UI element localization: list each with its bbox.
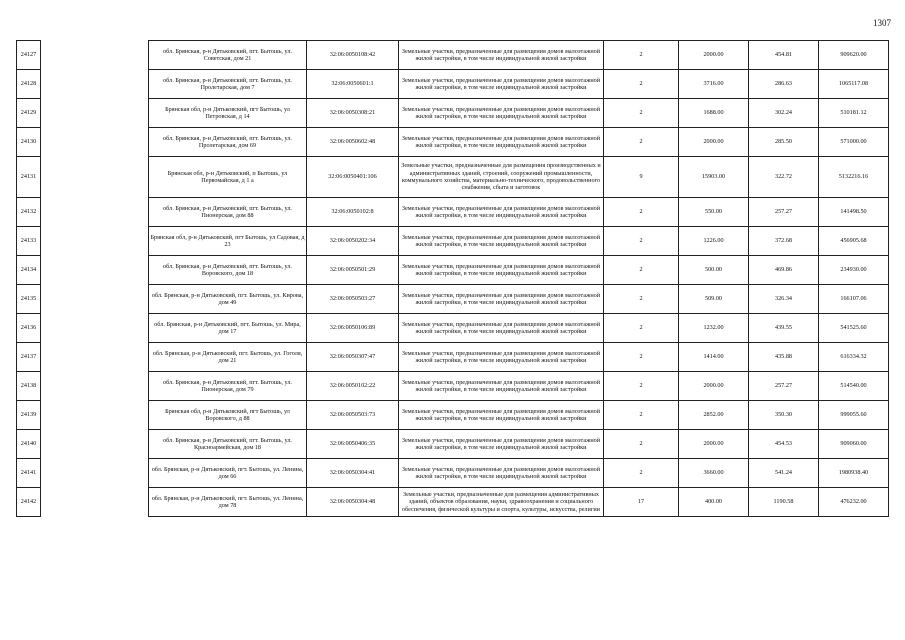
- table-row: [17, 70, 41, 99]
- address-cell: обл. Брянская, р-н Дятьковский, пгт. Бытошь, ул. Мира, дом 17: [149, 314, 307, 343]
- table-row: [17, 157, 41, 198]
- cadastral-number-cell: 32:06:0050308:21: [307, 99, 399, 128]
- table-row: [149, 227, 889, 256]
- land-use-cell: Земельные участки, предназначенные для размещения домов малоэтажной жилой застройки, в том числе индивидуальной жилой застройки: [399, 70, 604, 99]
- land-use-cell: Земельные участки, предназначенные для размещения домов малоэтажной жилой застройки, в том числе индивидуальной жилой застройки: [399, 459, 604, 488]
- address-cell: обл. Брянская, р-н Дятьковский, пгт. Бытошь, ул. Ленина, дом 78: [149, 488, 307, 517]
- rate-cell: 326.34: [749, 285, 819, 314]
- group-cell: 2: [604, 227, 679, 256]
- page-number: 1307: [873, 18, 891, 28]
- cadastral-number-cell: 32:06:0050501:29: [307, 256, 399, 285]
- table-row: [149, 372, 889, 401]
- area-cell: 500.00: [679, 256, 749, 285]
- cadastral-value-cell: 166107.06: [819, 285, 889, 314]
- rate-cell: 350.30: [749, 401, 819, 430]
- group-cell: 17: [604, 488, 679, 517]
- row-id-cell: 24140: [17, 430, 41, 459]
- group-cell: 2: [604, 256, 679, 285]
- cadastral-value-cell: 141498.50: [819, 198, 889, 227]
- table-row: [17, 401, 41, 430]
- table-row: [17, 372, 41, 401]
- row-id-cell: 24131: [17, 157, 41, 198]
- group-cell: 2: [604, 99, 679, 128]
- cadastral-value-cell: 510181.12: [819, 99, 889, 128]
- area-cell: 550.00: [679, 198, 749, 227]
- cadastral-number-cell: 32:06:0050106:89: [307, 314, 399, 343]
- table-row: [149, 70, 889, 99]
- cadastral-number-cell: 32:06:0050304:48: [307, 488, 399, 517]
- cadastral-value-cell: 456905.68: [819, 227, 889, 256]
- cadastral-value-cell: 999055.60: [819, 401, 889, 430]
- cadastral-number-cell: 32:06:0050108:42: [307, 41, 399, 70]
- table-row: [149, 488, 889, 517]
- row-id-cell: 24135: [17, 285, 41, 314]
- land-use-cell: Земельные участки, предназначенные для размещения домов малоэтажной жилой застройки, в том числе индивидуальной жилой застройки: [399, 372, 604, 401]
- rate-cell: 285.50: [749, 128, 819, 157]
- address-cell: обл. Брянская, р-н Дятьковский, пгт. Бытошь, ул. Ленина, дом 66: [149, 459, 307, 488]
- group-cell: 2: [604, 343, 679, 372]
- land-use-cell: Земельные участки, предназначенные для размещения домов малоэтажной жилой застройки, в том числе индивидуальной жилой застройки: [399, 128, 604, 157]
- land-use-cell: Земельные участки, предназначенные для размещения домов малоэтажной жилой застройки, в том числе индивидуальной жилой застройки: [399, 401, 604, 430]
- group-cell: 2: [604, 198, 679, 227]
- group-cell: 2: [604, 401, 679, 430]
- address-cell: обл. Брянская, р-н Дятьковский, пгт. Бытошь, ул. Кирова, дом 49: [149, 285, 307, 314]
- area-cell: 1414.00: [679, 343, 749, 372]
- cadastral-value-cell: 234930.00: [819, 256, 889, 285]
- table-row: [17, 285, 41, 314]
- table-row: [149, 157, 889, 198]
- cadastral-number-cell: 32:06:0050307:47: [307, 343, 399, 372]
- area-cell: 3660.00: [679, 459, 749, 488]
- cadastral-value-cell: 541525.60: [819, 314, 889, 343]
- table-row: [149, 401, 889, 430]
- row-id-cell: 24133: [17, 227, 41, 256]
- row-id-cell: 24128: [17, 70, 41, 99]
- table-row: [17, 41, 41, 70]
- table-row: [17, 256, 41, 285]
- rate-cell: 435.88: [749, 343, 819, 372]
- table-row: [17, 198, 41, 227]
- area-cell: 15903.00: [679, 157, 749, 198]
- row-id-cell: 24132: [17, 198, 41, 227]
- land-use-cell: Земельные участки, предназначенные для размещения домов малоэтажной жилой застройки, в том числе индивидуальной жилой застройки: [399, 314, 604, 343]
- cadastral-value-cell: 1980938.40: [819, 459, 889, 488]
- group-cell: 2: [604, 372, 679, 401]
- cadastral-value-cell: 5132216.16: [819, 157, 889, 198]
- rate-cell: 257.27: [749, 372, 819, 401]
- table-row: [17, 227, 41, 256]
- cadastral-value-cell: 909620.00: [819, 41, 889, 70]
- table-row: [149, 430, 889, 459]
- cadastral-value-cell: 514540.00: [819, 372, 889, 401]
- rate-cell: 454.81: [749, 41, 819, 70]
- address-cell: обл. Брянская, р-н Дятьковский, пгт. Бытошь, ул. Красноармейская, дом 18: [149, 430, 307, 459]
- cadastral-value-cell: 616334.32: [819, 343, 889, 372]
- area-cell: 1688.00: [679, 99, 749, 128]
- table-row: [17, 459, 41, 488]
- area-cell: 2852.00: [679, 401, 749, 430]
- land-use-cell: Земельные участки, предназначенные для размещения производственных и административных зданий, строений, сооружений промышленности, коммунального хозяйства, материально-технического, продовольственного снабжения, сбыта и заготовок: [399, 157, 604, 198]
- cadastral-number-cell: 32:06:0050601:1: [307, 70, 399, 99]
- cadastral-number-cell: 32:06:0050503:27: [307, 285, 399, 314]
- group-cell: 2: [604, 459, 679, 488]
- rate-cell: 322.72: [749, 157, 819, 198]
- cadastral-number-cell: 32:06:0050602:48: [307, 128, 399, 157]
- cadastral-number-cell: 32:06:0050304:41: [307, 459, 399, 488]
- land-use-cell: Земельные участки, предназначенные для размещения административных зданий, объектов образования, науки, здравоохранения и социального обеспечения, физической культуры и спорта, культуры, искусства, религии: [399, 488, 604, 517]
- area-cell: 3716.00: [679, 70, 749, 99]
- land-use-cell: Земельные участки, предназначенные для размещения домов малоэтажной жилой застройки, в том числе индивидуальной жилой застройки: [399, 198, 604, 227]
- row-id-cell: 24139: [17, 401, 41, 430]
- address-cell: Брянская обл, р-н Дятьковский, п Бытошь, ул Первомайская, д 1 а: [149, 157, 307, 198]
- table-row: [149, 256, 889, 285]
- row-id-cell: 24142: [17, 488, 41, 517]
- row-id-cell: 24138: [17, 372, 41, 401]
- table-row: [17, 99, 41, 128]
- table-row: [149, 459, 889, 488]
- table-row: [17, 128, 41, 157]
- table-row: [17, 343, 41, 372]
- rate-cell: 302.24: [749, 99, 819, 128]
- table-row: [17, 314, 41, 343]
- row-id-cell: 24141: [17, 459, 41, 488]
- address-cell: обл. Брянская, р-н Дятьковский, пгт. Бытошь, ул. Пионерская, дом 88: [149, 198, 307, 227]
- table-row: [149, 41, 889, 70]
- group-cell: 2: [604, 314, 679, 343]
- cadastral-value-cell: 909060.00: [819, 430, 889, 459]
- address-cell: обл. Брянская, р-н Дятьковский, пгт. Бытошь, ул. Советская, дом 21: [149, 41, 307, 70]
- area-cell: 400.00: [679, 488, 749, 517]
- cadastral-number-cell: 32:06:0050406:35: [307, 430, 399, 459]
- area-cell: 2000.00: [679, 41, 749, 70]
- group-cell: 2: [604, 285, 679, 314]
- row-id-cell: 24137: [17, 343, 41, 372]
- area-cell: 1226.00: [679, 227, 749, 256]
- table-row: [149, 198, 889, 227]
- address-cell: обл. Брянская, р-н Дятьковский, пгт. Бытошь, ул. Воровского, дом 18: [149, 256, 307, 285]
- row-id-cell: 24127: [17, 41, 41, 70]
- land-use-cell: Земельные участки, предназначенные для размещения домов малоэтажной жилой застройки, в том числе индивидуальной жилой застройки: [399, 430, 604, 459]
- area-cell: 1232.00: [679, 314, 749, 343]
- rate-cell: 372.68: [749, 227, 819, 256]
- row-id-cell: 24136: [17, 314, 41, 343]
- area-cell: 509.00: [679, 285, 749, 314]
- cadastral-value-cell: 571000.00: [819, 128, 889, 157]
- rate-cell: 541.24: [749, 459, 819, 488]
- group-cell: 2: [604, 41, 679, 70]
- row-id-cell: 24134: [17, 256, 41, 285]
- rate-cell: 439.55: [749, 314, 819, 343]
- land-use-cell: Земельные участки, предназначенные для размещения домов малоэтажной жилой застройки, в том числе индивидуальной жилой застройки: [399, 285, 604, 314]
- cadastral-value-cell: 1065117.08: [819, 70, 889, 99]
- group-cell: 2: [604, 430, 679, 459]
- land-use-cell: Земельные участки, предназначенные для размещения домов малоэтажной жилой застройки, в том числе индивидуальной жилой застройки: [399, 227, 604, 256]
- rate-cell: 454.53: [749, 430, 819, 459]
- cadastral-number-cell: 32:06:0050503:73: [307, 401, 399, 430]
- group-cell: 2: [604, 70, 679, 99]
- address-cell: обл. Брянская, р-н Дятьковский, пгт. Бытошь, ул. Пролетарская, дом 7: [149, 70, 307, 99]
- cadastral-number-cell: 32:06:0050401:106: [307, 157, 399, 198]
- land-use-cell: Земельные участки, предназначенные для размещения домов малоэтажной жилой застройки, в том числе индивидуальной жилой застройки: [399, 343, 604, 372]
- table-row: [149, 343, 889, 372]
- id-column: [16, 40, 41, 517]
- rate-cell: 1190.58: [749, 488, 819, 517]
- address-cell: обл. Брянская, р-н Дятьковский, пгт. Бытошь, ул. Пионерская, дом 79: [149, 372, 307, 401]
- land-registry-table: [148, 40, 889, 517]
- table-row: [149, 285, 889, 314]
- area-cell: 2000.00: [679, 128, 749, 157]
- cadastral-number-cell: 32:06:0050202:34: [307, 227, 399, 256]
- group-cell: 2: [604, 128, 679, 157]
- land-use-cell: Земельные участки, предназначенные для размещения домов малоэтажной жилой застройки, в том числе индивидуальной жилой застройки: [399, 256, 604, 285]
- land-use-cell: Земельные участки, предназначенные для размещения домов малоэтажной жилой застройки, в том числе индивидуальной жилой застройки: [399, 99, 604, 128]
- rate-cell: 286.63: [749, 70, 819, 99]
- rate-cell: 257.27: [749, 198, 819, 227]
- cadastral-number-cell: 32:06:0050102:22: [307, 372, 399, 401]
- area-cell: 2000.00: [679, 430, 749, 459]
- address-cell: Брянская обл, р-н Дятьковский, пгт Бытошь, ул Петровская, д 14: [149, 99, 307, 128]
- row-id-cell: 24130: [17, 128, 41, 157]
- row-id-cell: 24129: [17, 99, 41, 128]
- table-row: [149, 128, 889, 157]
- cadastral-value-cell: 476232.00: [819, 488, 889, 517]
- land-use-cell: Земельные участки, предназначенные для размещения домов малоэтажной жилой застройки, в том числе индивидуальной жилой застройки: [399, 41, 604, 70]
- address-cell: Брянская обл, р-н Дятьковский, пгт Бытошь, ул Воровского, д 88: [149, 401, 307, 430]
- address-cell: обл. Брянская, р-н Дятьковский, пгт. Бытошь, ул. Пролетарская, дом 69: [149, 128, 307, 157]
- address-cell: Брянская обл, р-н Дятьковский, пгт Бытошь, ул Садовая, д 23: [149, 227, 307, 256]
- address-cell: обл. Брянская, р-н Дятьковский, пгт. Бытошь, ул. Гоголя, дом 21: [149, 343, 307, 372]
- group-cell: 9: [604, 157, 679, 198]
- table-row: [17, 430, 41, 459]
- rate-cell: 469.86: [749, 256, 819, 285]
- table-row: [17, 488, 41, 517]
- area-cell: 2000.00: [679, 372, 749, 401]
- table-row: [149, 314, 889, 343]
- table-row: [149, 99, 889, 128]
- cadastral-number-cell: 32:06:0050102:8: [307, 198, 399, 227]
